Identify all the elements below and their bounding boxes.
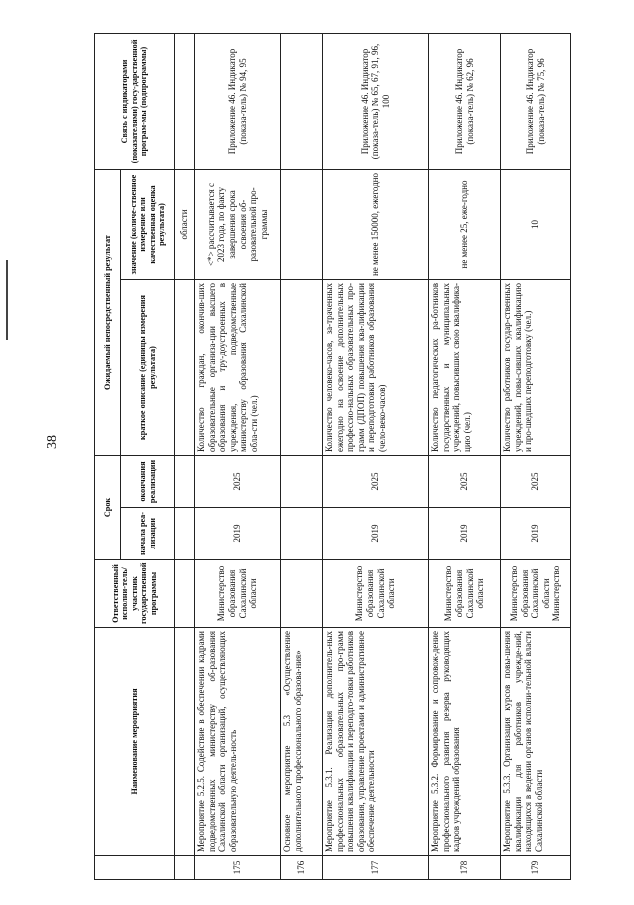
end-year (281, 456, 323, 508)
table-row (323, 33, 429, 879)
result-description (281, 280, 323, 456)
row-number: 179 (501, 856, 571, 880)
result-description: Количество педагогических ра-ботников государственных и муниципальных учреждений, повысивших свою квалифика-цию (чел.) (429, 280, 501, 456)
rotated-table-container (94, 34, 614, 880)
result-description: Количество работников государ-ственных учреждений, повы-сивших квалификацию и про-шедших переподготовку (чел.) (501, 280, 571, 456)
end-year: 2025 (195, 456, 281, 508)
result-description: Количество граждан, окончив-ших образовательные организа-ции высшего образования и тру-доустроенных в учреждения, подведомственные министерству образования Сахалинской обла-сти (чел.) (195, 280, 281, 456)
header-responsible: Ответственный исполни-тель/участник государственной программы (95, 560, 175, 628)
header-num (95, 856, 175, 880)
header-value: значение (количе-ственное измерение или качественная оценка результата) (121, 169, 175, 279)
header-row-3 (175, 33, 195, 879)
header-end: окончания реализации (121, 456, 175, 508)
header-start: начала реа-лизации (121, 508, 175, 560)
measure-name: Основное мероприятие 5.3 «Осуществление дополнительного профессионального образова-ния» (281, 628, 323, 856)
responsible: Министерство образования Сахалинской области Министерство (501, 560, 571, 628)
table-row (195, 33, 281, 879)
table-row (429, 33, 501, 879)
indicator-link: Приложение 46. Индикатор (показа-тель) № 94, 95 (195, 33, 281, 169)
result-value: не менее 25, еже-годно (429, 169, 501, 279)
indicator-link: Приложение 46. Индикатор (показа-тель) № 75, 96 (501, 33, 571, 169)
start-year: 2019 (429, 508, 501, 560)
scan-edge-mark (6, 260, 8, 340)
responsible: Министерство образования Сахалинской области (195, 560, 281, 628)
indicator-link: Приложение 46. Индикатор (показа-тель) № 62, 96 (429, 33, 501, 169)
measure-name: Мероприятие 5.3.2. Формирование и сопровож-дение профессионального развития резерва руководящих кадров учреждений образования (429, 628, 501, 856)
start-year (281, 508, 323, 560)
row-number: 178 (429, 856, 501, 880)
header-term: Срок (95, 456, 121, 560)
row-number: 176 (281, 856, 323, 880)
responsible: Министерство образования Сахалинской области (429, 560, 501, 628)
result-value: не менее 150000, ежегодно (323, 169, 429, 279)
indicator-link (281, 33, 323, 169)
header-result: Ожидаемый непосредственный результат (95, 169, 121, 455)
measures-table (94, 33, 571, 880)
end-year: 2025 (323, 456, 429, 508)
end-year: 2025 (429, 456, 501, 508)
indicator-link: Приложение 46. Индикатор (показа-тель) № 65, 67, 91, 96, 100 (323, 33, 429, 169)
header-name: Наименование мероприятия (95, 628, 175, 856)
header-short-desc: краткое описание (единицы измерения результата) (121, 280, 175, 456)
end-year: 2025 (501, 456, 571, 508)
header-link: Связь с индикаторами (показателями) госу-дарственной програм-мы (подпрограммы) (95, 33, 175, 169)
measure-name: Мероприятие 5.3.3. Организация курсов повы-шения квалификации для работников учрежде-ний, находящихся в ведении органов исполни-тельной власти Сахалинской области (501, 628, 571, 856)
region-label: области (175, 169, 195, 279)
start-year: 2019 (323, 508, 429, 560)
row-number: 175 (195, 856, 281, 880)
measure-name: Мероприятие 5.2.5. Содействие в обеспечении кадрами подведомственных министерству об-разования Сахалинской области организаций, осуществляющих образовательную деятель-ность (195, 628, 281, 856)
header-row-1 (95, 33, 121, 879)
measure-name: Мероприятие 5.3.1. Реализация дополнитель-ных профессиональных образовательных про-грамм повышения квалификации и переподго-товки работников образования, управление проектами и административное обеспечение деятельности (323, 628, 429, 856)
table-row (501, 33, 571, 879)
start-year: 2019 (195, 508, 281, 560)
page-number: 38 (45, 435, 60, 449)
table-row (281, 33, 323, 879)
row-number: 177 (323, 856, 429, 880)
start-year: 2019 (501, 508, 571, 560)
result-value: 10 (501, 169, 571, 279)
result-value: <*> рассчитывается с 2023 года, по факту завершения срока освоения об-разовательной про-граммы (195, 169, 281, 279)
result-value (281, 169, 323, 279)
result-description: Количество человеко-часов, за-траченных ежегодно на освоение дополнительных профессио-нальных образовательных про-грамм (ДПОП) повышения ква-лификации и переподготовки работников образования (чело-веко-часов) (323, 280, 429, 456)
responsible (281, 560, 323, 628)
responsible: Министерство образования Сахалинской области (323, 560, 429, 628)
